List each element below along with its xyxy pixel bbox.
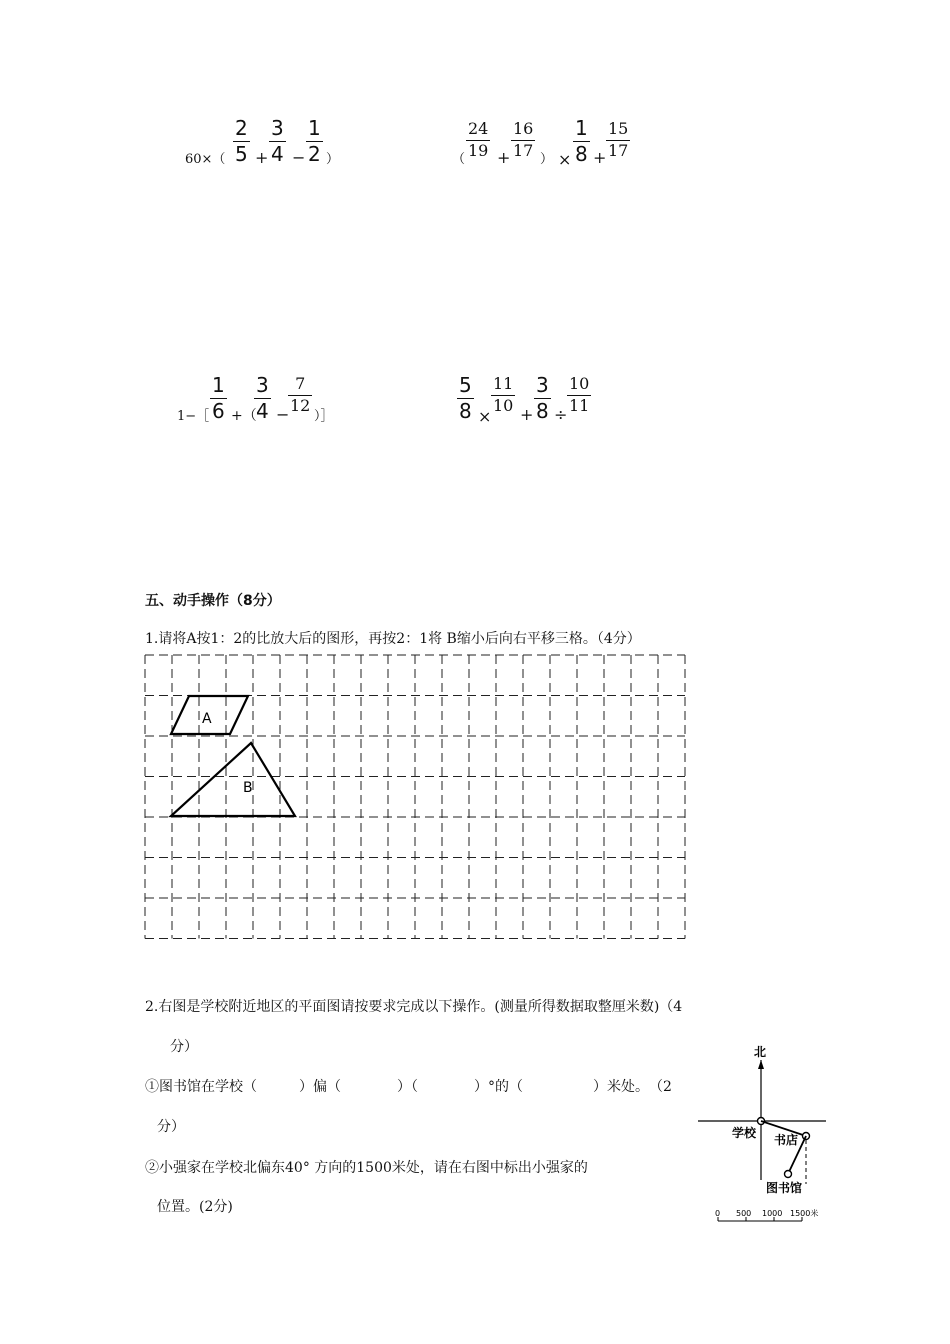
- denominator: 10: [493, 396, 514, 415]
- expr2-op2: ×: [558, 150, 572, 169]
- numerator: 1: [575, 116, 588, 140]
- shape-b-triangle: [171, 743, 295, 816]
- expr1-op2: −: [292, 148, 306, 167]
- denominator: 12: [290, 396, 311, 415]
- expr3-op1: +（: [231, 408, 257, 424]
- expr2-op3: +: [593, 148, 607, 167]
- scale-label-500: 500: [736, 1209, 752, 1218]
- question-2-1-line-2: 分）: [157, 1119, 185, 1135]
- dashed-grid: [140, 650, 690, 946]
- north-label: 北: [754, 1045, 767, 1059]
- denominator: 8: [575, 142, 588, 166]
- question-2-line-2: 分）: [170, 1039, 198, 1055]
- numerator: 3: [271, 116, 284, 140]
- school-label: 学校: [732, 1126, 757, 1140]
- library-label: 图书馆: [766, 1181, 803, 1195]
- denominator: 2: [308, 142, 321, 166]
- shape-b-label: B: [243, 780, 253, 796]
- expr2-fraction-2: [511, 121, 535, 159]
- numerator: 15: [608, 119, 629, 138]
- expr3-fraction-3: [288, 376, 312, 414]
- numerator: 24: [468, 119, 489, 138]
- question-1: 1.请将A按1：2的比放大后的图形，再按2：1将 B缩小后向右平移三格。（4分）: [145, 631, 641, 647]
- question-2-2-line-1: ②小强家在学校北偏东40° 方向的1500米处，请在右图中标出小强家的: [145, 1160, 588, 1176]
- denominator: 6: [212, 399, 225, 423]
- expr4-fraction-1: [457, 375, 474, 421]
- scale-label-1000: 1000: [762, 1209, 783, 1218]
- expr2-open: （: [452, 152, 466, 167]
- expr1-close: ）: [326, 152, 340, 167]
- bookstore-label: 书店: [774, 1133, 799, 1147]
- numerator: 11: [493, 374, 514, 393]
- denominator: 19: [468, 141, 489, 160]
- expr3-fraction-1: [210, 375, 227, 421]
- expr2-fraction-3: [573, 118, 590, 164]
- library-marker-icon: [785, 1171, 792, 1178]
- denominator: 17: [513, 141, 534, 160]
- expr1-op1: +: [255, 148, 269, 167]
- numerator: 16: [513, 119, 534, 138]
- denominator: 17: [608, 141, 629, 160]
- scale-label-1500: 1500米: [790, 1209, 819, 1218]
- expr3-fraction-2: [254, 375, 271, 421]
- numerator: 7: [295, 374, 306, 393]
- question-2-1-line-1: ①图书馆在学校（ ）偏（ ）（ ）°的（ ）米处。 （2: [145, 1079, 672, 1095]
- map-diagram: [690, 1040, 840, 1230]
- expr1-fraction-2: [269, 118, 286, 164]
- expr2-close: ）: [540, 152, 554, 167]
- expr3-prefix: 1−［: [177, 409, 210, 424]
- denominator: 4: [271, 142, 284, 166]
- expr4-op3: ÷: [554, 405, 568, 424]
- denominator: 11: [569, 396, 590, 415]
- numerator: 3: [536, 373, 549, 397]
- denominator: 8: [459, 399, 472, 423]
- expr4-op1: ×: [478, 407, 492, 426]
- denominator: 4: [256, 399, 269, 423]
- north-arrow-icon: [758, 1060, 764, 1069]
- numerator: 5: [459, 373, 472, 397]
- question-2-2-line-2: 位置。(2分): [157, 1199, 233, 1215]
- denominator: 8: [536, 399, 549, 423]
- expr3-op2: −: [276, 405, 290, 424]
- numerator: 2: [235, 116, 248, 140]
- expr4-fraction-4: [567, 376, 591, 414]
- shape-a-label: A: [202, 711, 212, 727]
- question-2-line-1: 2.右图是学校附近地区的平面图请按要求完成以下操作。(测量所得数据取整厘米数)（4: [145, 999, 683, 1015]
- scale-label-0: 0: [715, 1209, 721, 1218]
- expr4-op2: +: [520, 405, 534, 424]
- expr2-op1: +: [497, 148, 511, 167]
- numerator: 1: [212, 373, 225, 397]
- expr3-close: ）］: [314, 409, 334, 424]
- numerator: 3: [256, 373, 269, 397]
- numerator: 1: [308, 116, 321, 140]
- numerator: 10: [569, 374, 590, 393]
- expr1-prefix: 60×（: [185, 152, 226, 167]
- expr2-fraction-1: [466, 121, 490, 159]
- denominator: 5: [235, 142, 248, 166]
- section-title: 五、动手操作（8分）: [145, 593, 281, 609]
- expr1-fraction-1: [233, 118, 250, 164]
- expr4-fraction-3: [534, 375, 551, 421]
- expr4-fraction-2: [491, 376, 515, 414]
- expr1-fraction-3: [306, 118, 323, 164]
- expr2-fraction-4: [606, 121, 630, 159]
